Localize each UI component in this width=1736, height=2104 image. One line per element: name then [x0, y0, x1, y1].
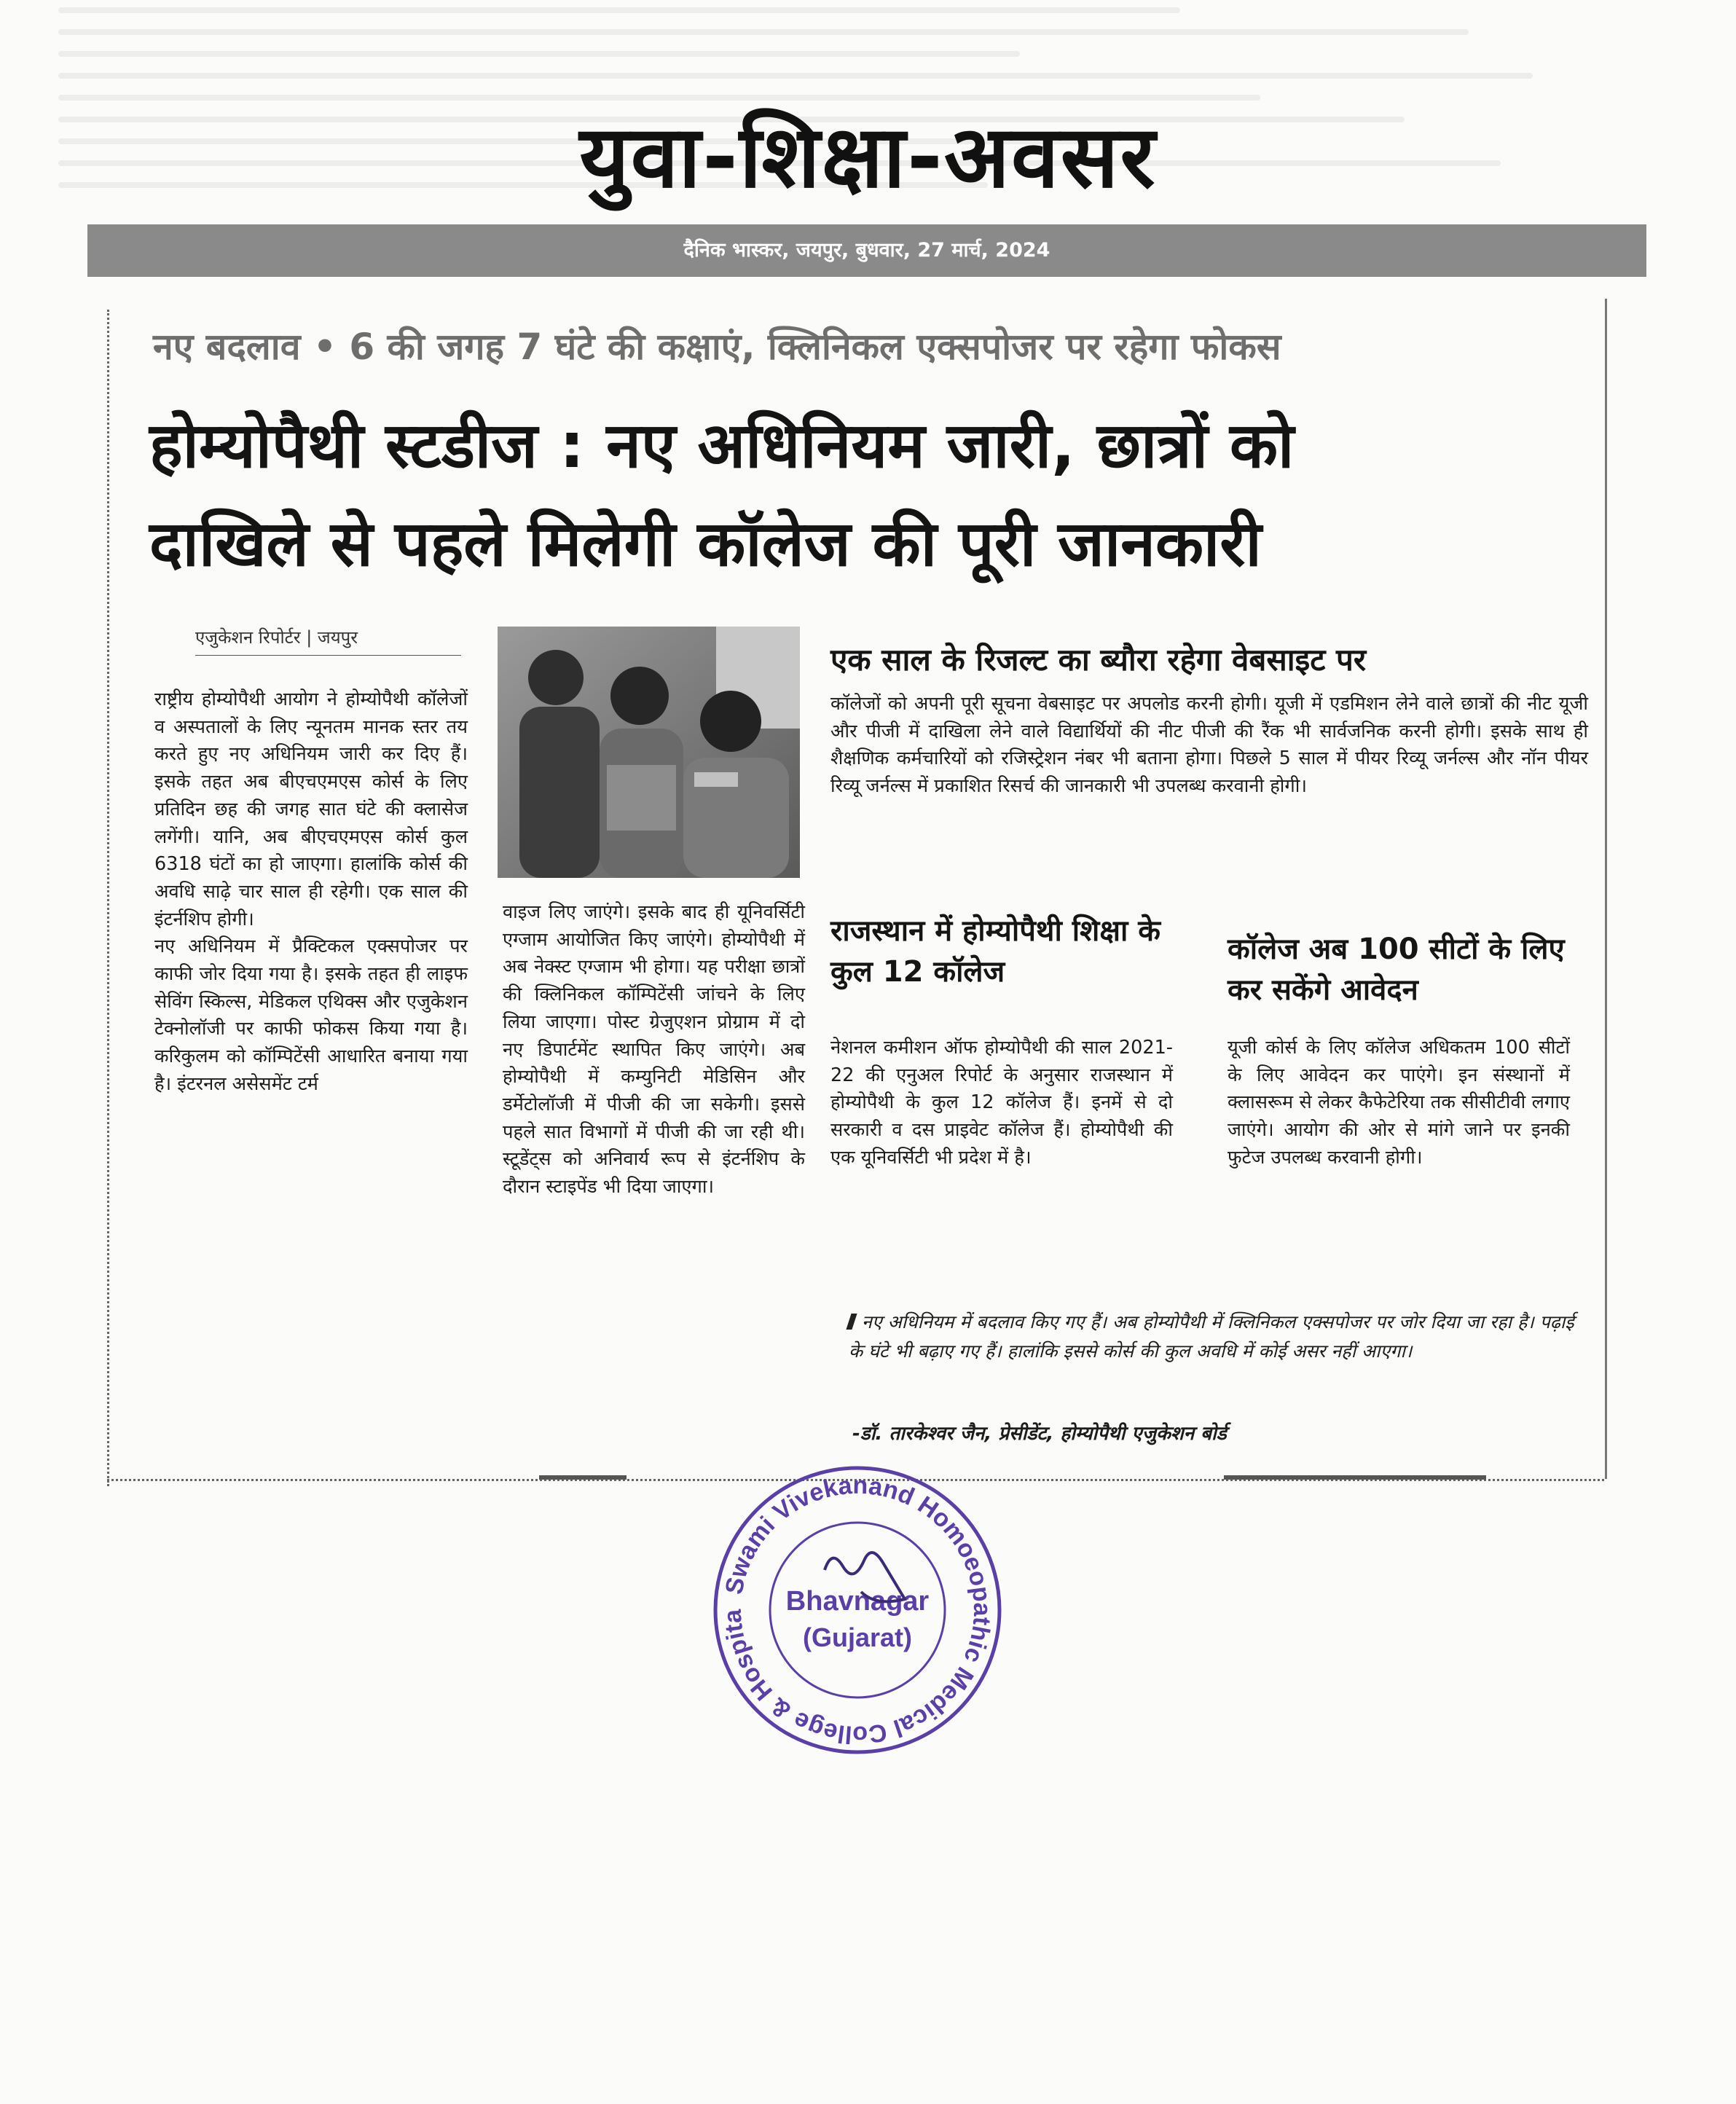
bottom-rule-fragment — [539, 1475, 627, 1480]
column-2: वाइज लिए जाएंगे। इसके बाद ही यूनिवर्सिटी एग्जाम आयोजित किए जाएंगे। होम्योपैथी में अब नेक्स्ट एग्जाम भी होगा। यह परीक्षा छात्रों की क्लिनिकल कॉम्पिटेंसी जांचने के लिए लिया जाएगा। पोस्ट ग्रेजुएशन प्रोग्राम में दो नए डिपार्टमेंट स्थापित किए जाएंगे। अब होम्योपैथी में कम्युनिटी मेडिसिन और डर्मेटोलॉजी में पीजी की जा सकेगी। इससे पहले सात विभागों में पीजी की जा रही थी। स्टूडेंट्स को अनिवार्य रूप से इंटर्नशिप के दौरान स्टाइपेंड भी दिया जाएगा। — [503, 901, 805, 1198]
subheading-website: एक साल के रिजल्ट का ब्यौरा रहेगा वेबसाइट पर — [830, 642, 1367, 678]
article-photo — [498, 627, 800, 878]
bottom-rule-fragment — [1224, 1475, 1486, 1480]
stamp-ring-text: Swami Vivekanand Homoeopathic Medical College & Hospita — [718, 1471, 997, 1749]
column-1-paragraph-2: नए अधिनियम में प्रैक्टिकल एक्सपोजर पर काफी जोर दिया गया है। इसके तहत ही लाइफ सेविंग स्किल्स, मेडिकल एथिक्स और एजुकेशन टेक्नोलॉजी पर काफी फोकस किया गया है। करिकुलम को कॉम्पिटेंसी आधारित बनाया गया है। इंटरनल असेसमेंट टर्म — [154, 935, 468, 1095]
masthead-title: युवा-शिक्षा-अवसर — [579, 106, 1157, 207]
quote-mark-icon — [846, 1314, 857, 1330]
article-headline — [149, 397, 1599, 594]
column-1 — [154, 686, 468, 1099]
column-1-paragraph-1: राष्ट्रीय होम्योपैथी आयोग ने होम्योपैथी कॉलेजों व अस्पतालों के लिए न्यूनतम मानक स्तर तय करते हुए नए अधिनियम जारी कर दिए हैं। इसके तहत अब बीएचएमएस कोर्स के लिए प्रतिदिन छह की जगह सात घंटे की क्लासेज लगेंगी। यानि, अब बीएचएमएस कोर्स कुल 6318 घंटों का हो जाएगा। हालांकि कोर्स की अवधि साढ़े चार साल ही रहेगी। एक साल की इंटर्नशिप होगी। — [154, 688, 468, 930]
stamp-city: Bhavnagar — [785, 1586, 930, 1617]
dateline-bar: दैनिक भास्कर, जयपुर, बुधवार, 27 मार्च, 2024 — [87, 224, 1646, 277]
column-website-details: कॉलेजों को अपनी पूरी सूचना वेबसाइट पर अपलोड करनी होगी। यूजी में एडमिशन लेने वाले छात्रों की नीट यूजी और पीजी में दाखिला लेने वाले विद्यार्थियों की नीट पीजी की रैंक भी सार्वजनिक करनी होगी। इसके साथ ही शैक्षणिक कर्मचारियों को रजिस्ट्रेशन नंबर भी बताना होगा। पिछले 5 साल में पीयर रिव्यू जर्नल्स और नॉन पीयर रिव्यू जर्नल्स में प्रकाशित रिसर्च की जानकारी भी उपलब्ध करवानी होगी। — [830, 693, 1588, 798]
pull-quote — [849, 1308, 1577, 1366]
pull-quote-attribution: -डॉ. तारकेश्वर जैन, प्रेसीडेंट, होम्योपैथी एजुकेशन बोर्ड — [852, 1423, 1227, 1445]
subheading-100-seats: कॉलेज अब 100 सीटों के लिए कर सकेंगे आवेदन — [1228, 933, 1565, 1007]
pull-quote-text: नए अधिनियम में बदलाव किए गए हैं। अब होम्योपैथी में क्लिनिकल एक्सपोजर पर जोर दिया जा रहा है। पढ़ाई के घंटे भी बढ़ाए गए हैं। हालांकि इससे कोर्स की कुल अवधि में कोई असर नहीं आएगा। — [849, 1311, 1574, 1362]
headline-line-1: होम्योपैथी स्टडीज : नए अधिनियम जारी, छात्रों को — [149, 409, 1295, 482]
stamp-state: (Gujarat) — [802, 1622, 913, 1652]
college-seal-stamp — [708, 1461, 1007, 1759]
article-kicker: नए बदलाव • 6 की जगह 7 घंटे की कक्षाएं, क्लिनिकल एक्सपोजर पर रहेगा फोकस — [153, 326, 1281, 368]
column-rule-right — [1605, 299, 1607, 1479]
column-rule-left — [107, 310, 109, 1486]
subheading-rajasthan-colleges: राजस्थान में होम्योपैथी शिक्षा के कुल 12 कॉलेज — [830, 914, 1161, 989]
column-rajasthan-colleges: नेशनल कमीशन ऑफ होम्योपैथी की साल 2021-22 की एनुअल रिपोर्ट के अनुसार राजस्थान में होम्योपैथी के कुल 12 कॉलेज हैं। इनमें से दो सरकारी व दस प्राइवेट कॉलेज हैं। होम्योपैथी की एक यूनिवर्सिटी भी प्रदेश में है। — [830, 1037, 1173, 1169]
headline-line-2: दाखिले से पहले मिलेगी कॉलेज की पूरी जानकारी — [149, 508, 1262, 581]
byline: एजुकेशन रिपोर्टर | जयपुर — [195, 625, 461, 656]
column-100-seats: यूजी कोर्स के लिए कॉलेज अधिकतम 100 सीटों के लिए आवेदन कर पाएंगे। इन संस्थानों में क्लासरूम से लेकर कैफेटेरिया तक सीसीटीवी लगाए जाएंगे। आयोग की ओर से मांगे जाने पर इनकी फुटेज उपलब्ध करवानी होगी। — [1228, 1037, 1570, 1169]
